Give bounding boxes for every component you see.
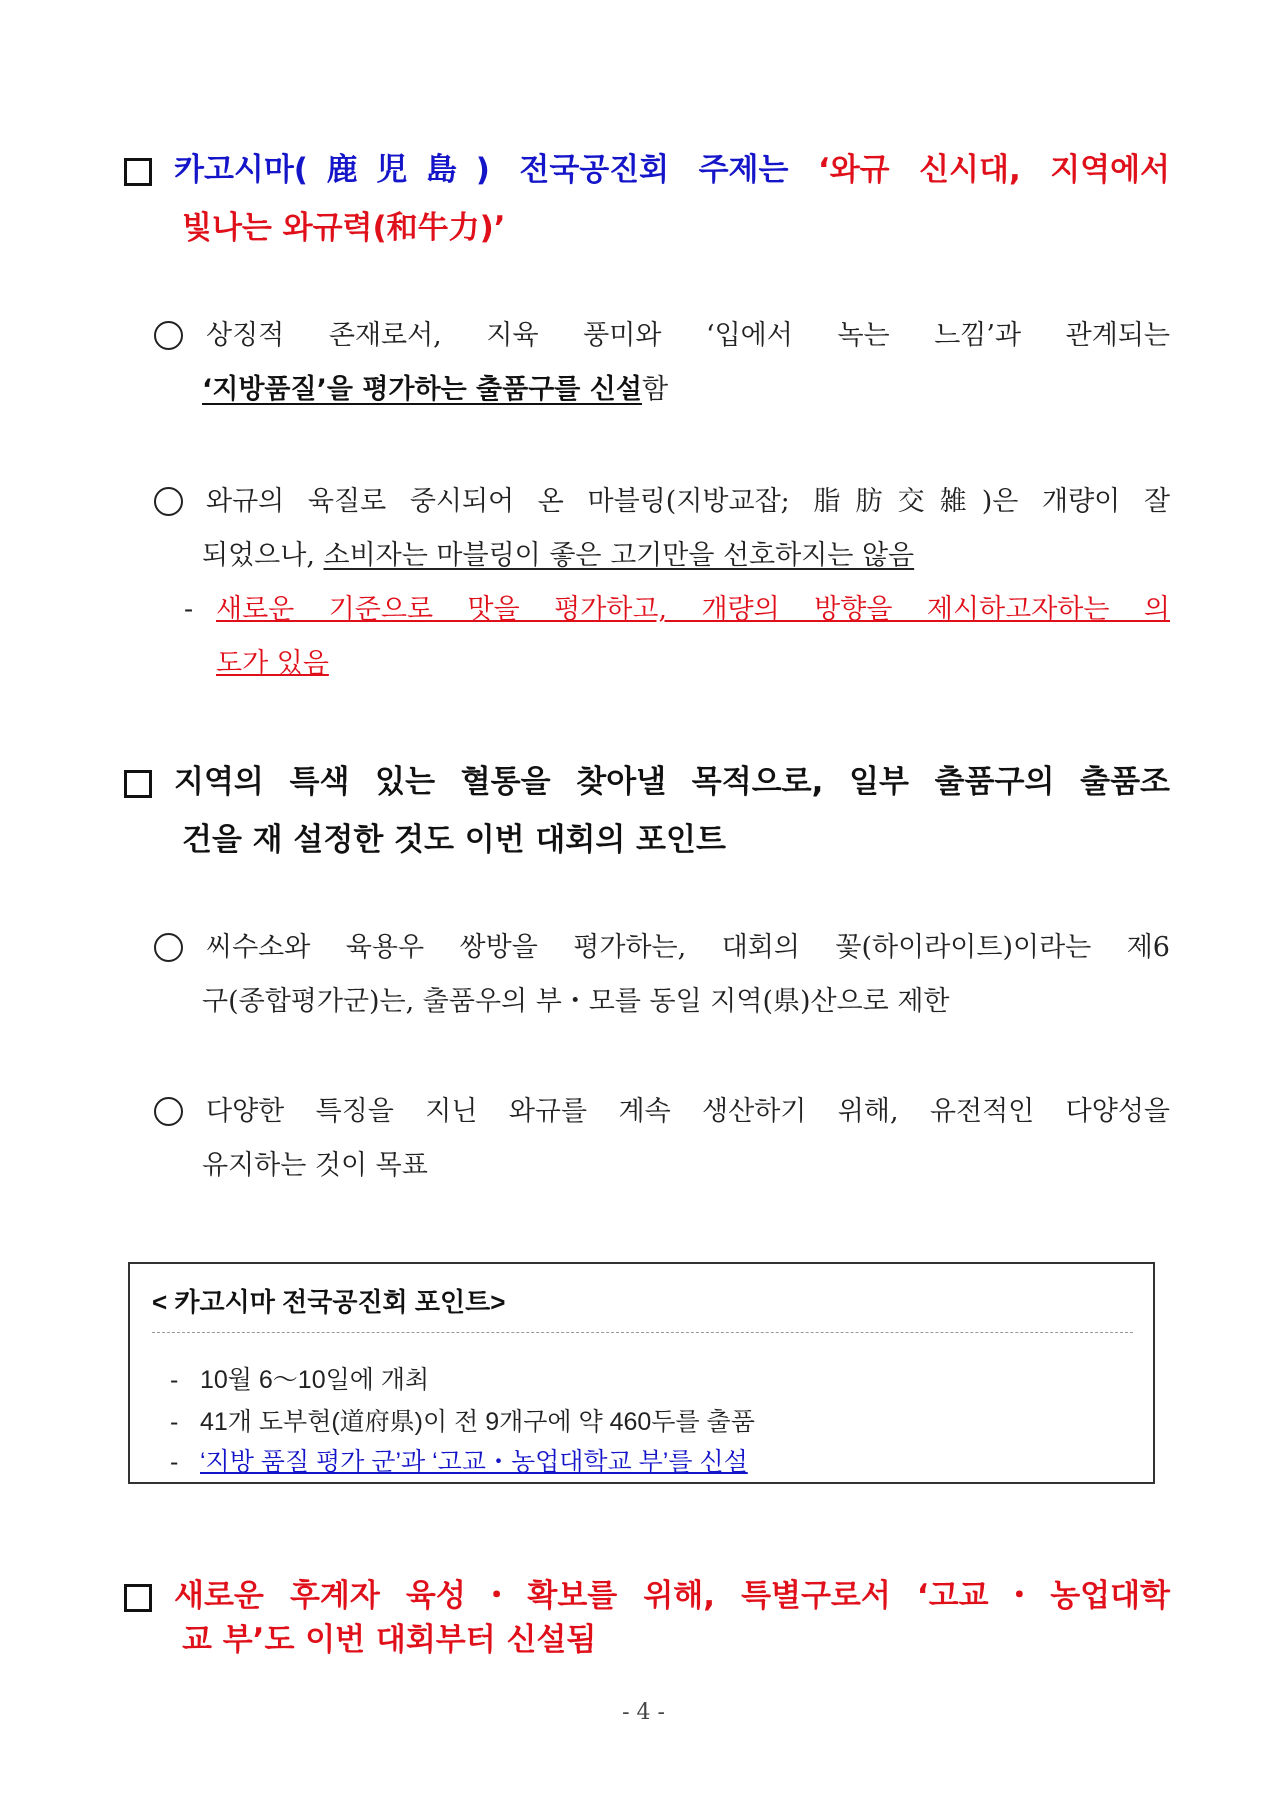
summary-box bbox=[128, 1262, 1155, 1484]
theme-title-continued: 빛나는 와규력(和牛力)’ bbox=[182, 210, 506, 246]
summary-item-new-classes bbox=[170, 1442, 748, 1478]
bullet-text-line2: 유지하는 것이 목표 bbox=[202, 1150, 428, 1181]
page-number: - 4 - bbox=[622, 1700, 665, 1725]
summary-item-text: 41개 도부현(道府県)이 전 9개구에 약 460두를 출품 bbox=[200, 1408, 755, 1436]
bullet-text-line1: 와규의 육질로 중시되어 온 마블링(지방교잡; 脂肪交雑)은 개량이 잘 bbox=[206, 486, 1170, 517]
bullet-text-line1: 다양한 특징을 지닌 와규를 계속 생산하기 위해, 유전적인 다양성을 bbox=[206, 1096, 1170, 1127]
summary-title: < 카고시마 전국공진회 포인트> bbox=[152, 1287, 506, 1317]
dash-bullet: - bbox=[184, 594, 194, 625]
bullet-text-line1: 씨수소와 육용우 쌍방을 평가하는, 대회의 꽃(하이라이트)이라는 제6 bbox=[206, 932, 1170, 963]
section-heading-line2: 교 부’도 이번 대회부터 신설됨 bbox=[182, 1622, 597, 1658]
dash-bullet: - bbox=[170, 1448, 179, 1476]
dash-bullet: - bbox=[170, 1408, 179, 1436]
bullet-text-line2 bbox=[202, 364, 668, 416]
bullet-text-line2 bbox=[202, 530, 914, 582]
circle-bullet-icon bbox=[154, 1097, 183, 1126]
checkbox-square-icon bbox=[124, 1584, 152, 1612]
summary-item-dates bbox=[170, 1360, 429, 1396]
section-heading-line1: 지역의 특색 있는 혈통을 찾아낼 목적으로, 일부 출품구의 출품조 bbox=[174, 764, 1170, 800]
checkbox-square-icon bbox=[124, 770, 152, 798]
subbullet-text-line1: 새로운 기준으로 맛을 평가하고, 개량의 방향을 제시하고자하는 의 bbox=[216, 594, 1170, 625]
summary-item-text: 10월 6～10일에 개최 bbox=[200, 1366, 430, 1394]
theme-title-text: ‘와규 신시대, 지역에서 bbox=[817, 152, 1170, 188]
summary-divider bbox=[152, 1332, 1133, 1333]
consumer-preference-underlined: 소비자는 마블링이 좋은 고기만을 선호하지는 않음 bbox=[323, 540, 915, 571]
circle-bullet-icon bbox=[154, 321, 183, 350]
circle-bullet-icon bbox=[154, 933, 183, 962]
summary-item-entries bbox=[170, 1402, 755, 1438]
bullet-text-line2: 구(종합평가군)는, 출품우의 부・모를 동일 지역(県)산으로 제한 bbox=[202, 986, 950, 1017]
circle-bullet-icon bbox=[154, 487, 183, 516]
fat-quality-emphasis: ‘지방품질’을 평가하는 출품구를 신설 bbox=[202, 374, 642, 405]
checkbox-square-icon bbox=[124, 158, 152, 186]
section-heading-line1 bbox=[174, 142, 1170, 199]
bullet-text-line1: 상징적 존재로서, 지육 풍미와 ‘입에서 녹는 느낌’과 관계되는 bbox=[206, 320, 1170, 351]
section-heading-line1: 새로운 후계자 육성・확보를 위해, 특별구로서 ‘고교・농업대학 bbox=[174, 1578, 1170, 1614]
bullet-text-start: 되었으나, bbox=[202, 540, 324, 571]
section-heading-line2: 건을 재 설정한 것도 이번 대회의 포인트 bbox=[182, 822, 726, 858]
dash-bullet: - bbox=[170, 1366, 179, 1394]
summary-item-link-text: ‘지방 품질 평가 군’과 ‘고교・농업대학교 부’를 신설 bbox=[200, 1448, 748, 1476]
theme-intro-text: 카고시마(鹿児島) 전국공진회 주제는 bbox=[174, 152, 789, 188]
bullet-text-ending: 함 bbox=[641, 374, 669, 405]
subbullet-text-line2: 도가 있음 bbox=[216, 648, 329, 679]
